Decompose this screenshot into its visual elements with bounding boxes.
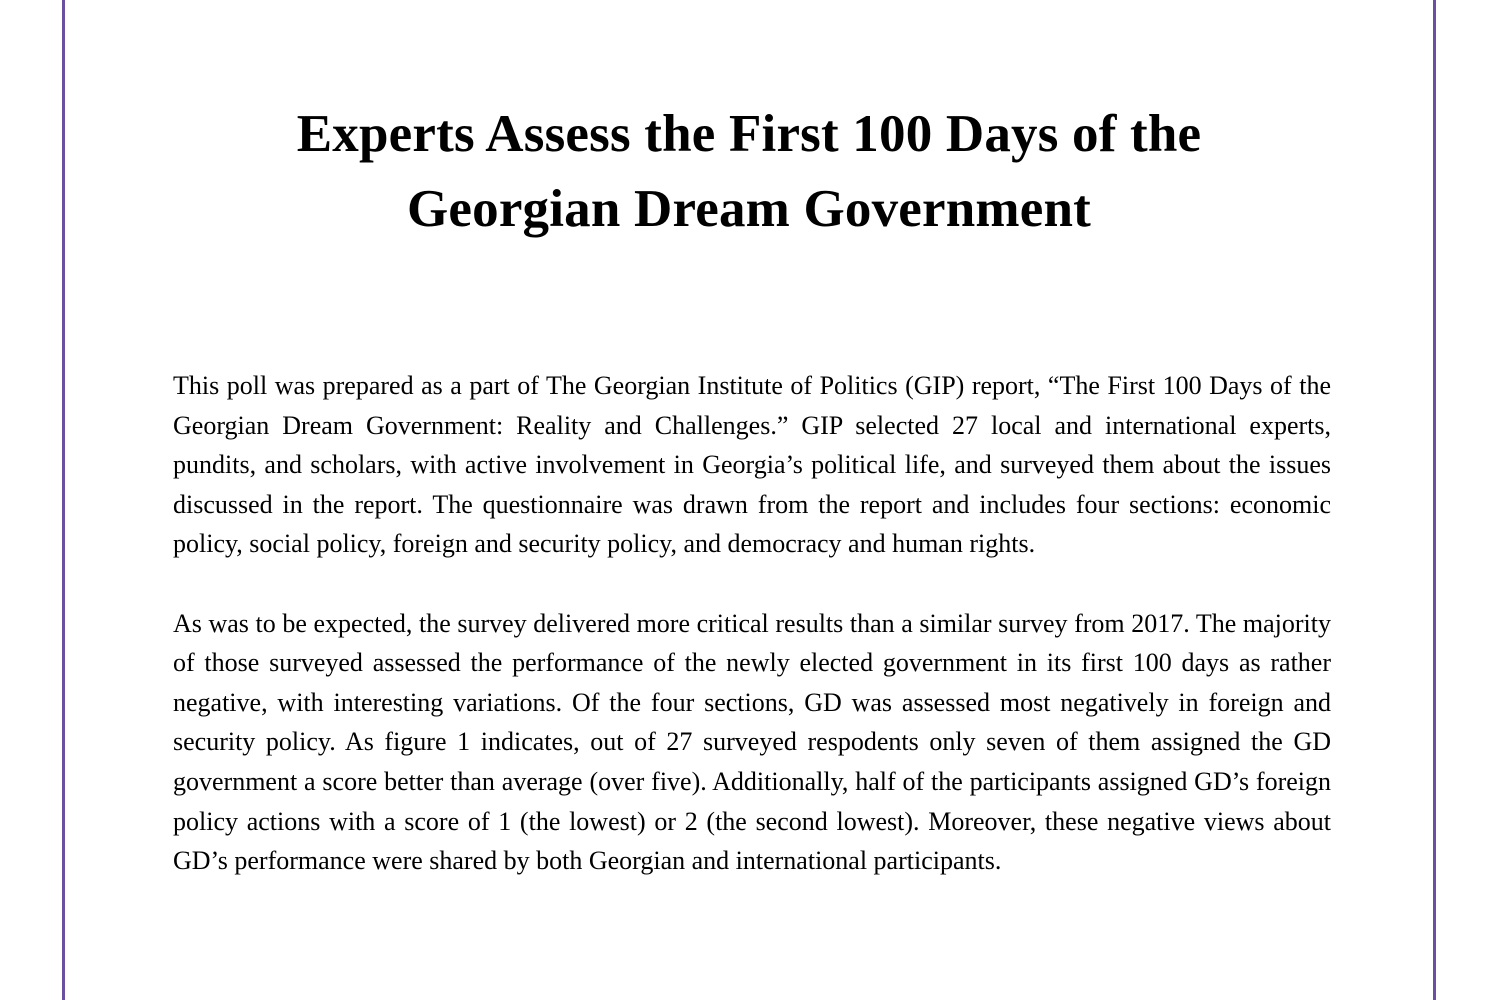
document-title — [65, 97, 1433, 247]
document-title-line-2: Georgian Dream Government — [406, 180, 1092, 238]
document-title-line-1: Experts Assess the First 100 Days of the — [296, 105, 1202, 163]
paragraph-findings: As was to be expected, the survey delivered more critical results than a similar survey from 2017. The majority of those surveyed assessed the performance of the newly elected government in its first 100 days as rather negative, with interesting variations. Of the four sections, GD was assessed most negatively in foreign and security policy. As figure 1 indicates, out of 27 surveyed respodents only seven of them assigned the GD government a score better than average (over five). Additionally, half of the participants assigned GD’s foreign policy actions with a score of 1 (the lowest) or 2 (the second lowest). Moreover, these negative views about GD’s performance were shared by both Georgian and international participants. — [173, 608, 1331, 876]
paragraph-intro: This poll was prepared as a part of The Georgian Institute of Politics (GIP) report, “The First 100 Days of the Georgian Dream Government: Reality and Challenges.” GIP selected 27 local and international experts, pundits, and scholars, with active involvement in Georgia’s political life, and surveyed them about the issues discussed in the report. The questionnaire was drawn from the report and includes four sections: economic policy, social policy, foreign and security policy, and democracy and human rights. — [173, 371, 1331, 559]
document-page — [62, 0, 1436, 1000]
document-body — [173, 366, 1331, 881]
